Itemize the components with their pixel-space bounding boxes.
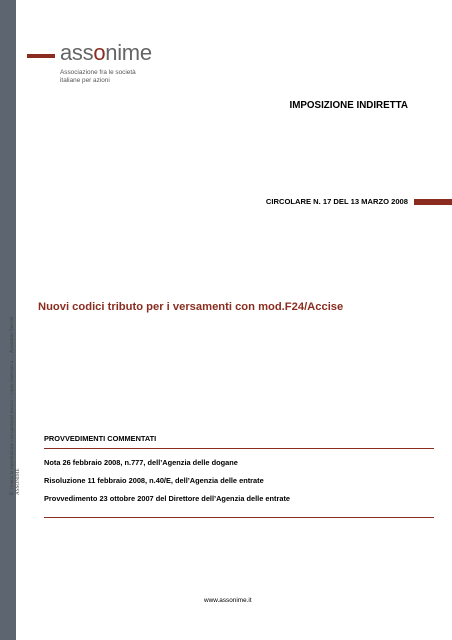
copyright-note-line1: E' vietata la riproduzione con qualsiasi mezzo – copia riservata a … Assonime Servizi xyxy=(9,316,15,495)
logo-wordmark xyxy=(60,40,152,66)
logo-word-end: nime xyxy=(105,40,152,65)
provvedimenti-list xyxy=(44,458,290,512)
circolare-accent-bar xyxy=(414,199,452,205)
provvedimento-item: Provvedimento 23 ottobre 2007 del Direttore dell’Agenzia delle entrate xyxy=(44,494,291,503)
logo-word-o: o xyxy=(93,40,106,65)
logo-accent-bar xyxy=(27,54,55,58)
document-title: Nuovi codici tributo per i versamenti con mod.F24/Accise xyxy=(38,301,344,313)
provvedimento-item: Nota 26 febbraio 2008, n.777, dell’Agenzia delle dogane xyxy=(44,458,238,467)
logo-tagline-line1: Associazione fra le società xyxy=(60,69,136,76)
logo-word-start: ass xyxy=(60,40,94,65)
copyright-note-line2: ASSONIME xyxy=(15,468,21,495)
section-title: IMPOSIZIONE INDIRETTA xyxy=(289,100,408,111)
footer-website-link[interactable]: www.assonime.it xyxy=(204,597,252,604)
divider-top xyxy=(44,448,434,449)
provvedimenti-heading: PROVVEDIMENTI COMMENTATI xyxy=(44,434,157,443)
copyright-note xyxy=(9,245,21,495)
logo-tagline-line2: italiane per azioni xyxy=(60,77,110,84)
divider-bottom xyxy=(44,517,434,518)
logo-tagline xyxy=(60,69,136,85)
provvedimento-item: Risoluzione 11 febbraio 2008, n.40/E, dell’Agenzia delle entrate xyxy=(44,476,264,485)
circolare-label: CIRCOLARE N. 17 DEL 13 MARZO 2008 xyxy=(265,197,408,206)
